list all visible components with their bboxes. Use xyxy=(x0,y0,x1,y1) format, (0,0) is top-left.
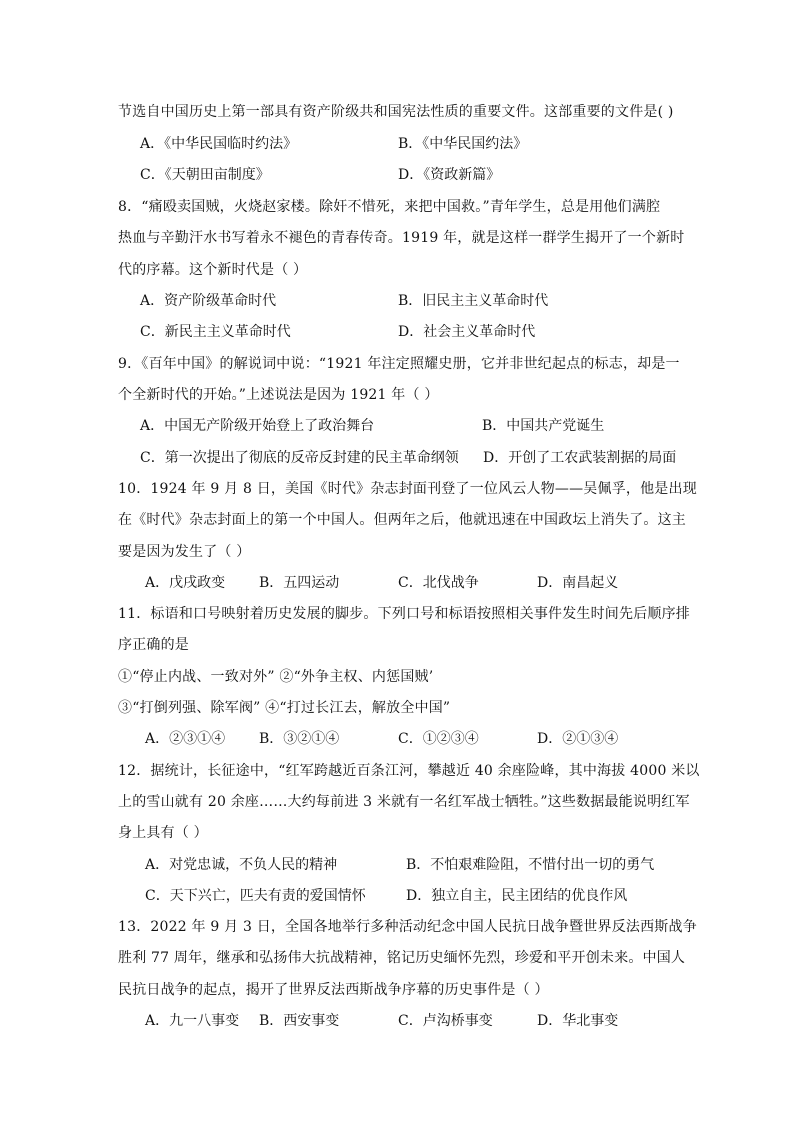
q8-option-d: D．社会主义革命时代 xyxy=(398,324,536,340)
q9-stem-line-2: 个全新时代的开始。”上述说法是因为 1921 年（ ） xyxy=(118,387,439,403)
q8-option-c: C．新民主主义革命时代 xyxy=(140,324,291,340)
q8-option-a: A．资产阶级革命时代 xyxy=(140,293,277,309)
q8-stem-line-1: 8．“痛殴卖国贼，火烧赵家楼。除奸不惜死，来把中国救。”青年学生，总是用他们满腔 xyxy=(118,199,661,215)
q11-stem-line-1: 11．标语和口号映射着历史发展的脚步。下列口号和标语按照相关事件发生时间先后顺序排 xyxy=(118,606,691,622)
q13-option-c: C．卢沟桥事变 xyxy=(398,1013,493,1029)
q12-option-a: A．对党忠诚，不负人民的精神 xyxy=(145,857,338,873)
q10-option-b: B．五四运动 xyxy=(259,575,340,591)
q11-stem-line-2: 序正确的是 xyxy=(118,637,189,653)
q10-stem-line-2: 在《时代》杂志封面上的第一个中国人。但两年之后，他就迅速在中国政坛上消失了。这主 xyxy=(118,512,686,528)
q11-option-c: C．①②③④ xyxy=(398,731,479,747)
q10-option-a: A．戊戌政变 xyxy=(145,575,226,591)
q9-option-a: A．中国无产阶级开始登上了政治舞台 xyxy=(140,418,375,434)
q9-option-d: D．开创了工农武装割据的局面 xyxy=(483,450,677,466)
q9-option-b: B．中国共产党诞生 xyxy=(482,418,605,434)
q7-stem: 节选自中国历史上第一部具有资产阶级共和国宪法性质的重要文件。这部重要的文件是( ) xyxy=(118,104,674,120)
q10-stem-line-1: 10．1924 年 9 月 8 日，美国《时代》杂志封面刊登了一位风云人物——吴佩孚，他是出现 xyxy=(118,481,697,497)
q8-stem-line-2: 热血与辛勤汗水书写着永不褪色的青春传奇。1919 年，就是这样一群学生揭开了一个新时 xyxy=(118,230,685,246)
q13-stem-line-3: 民抗日战争的起点，揭开了世界反法西斯战争序幕的历史事件是（ ） xyxy=(118,982,549,998)
q13-stem-line-1: 13．2022 年 9 月 3 日，全国各地举行多种活动纪念中国人民抗日战争暨世界反法西斯战争 xyxy=(118,919,697,935)
q12-stem-line-3: 身上具有（ ） xyxy=(118,825,208,841)
q11-item-3-4: ③“打倒列强、除军阀” ④“打过长江去，解放全中国” xyxy=(118,700,451,716)
q11-option-a: A．②③①④ xyxy=(145,731,226,747)
q8-stem-line-3: 代的序幕。这个新时代是（ ） xyxy=(118,262,308,278)
q12-stem-line-1: 12．据统计，长征途中，“红军跨越近百条江河，攀越近 40 余座险峰，其中海拔 4000 米以 xyxy=(118,763,700,779)
q7-option-b: B．《中华民国约法》 xyxy=(398,136,528,152)
q10-stem-line-3: 要是因为发生了（ ） xyxy=(118,544,251,560)
q8-option-b: B．旧民主主义革命时代 xyxy=(398,293,549,309)
q12-option-b: B．不怕艰难险阻，不惜付出一切的勇气 xyxy=(406,857,655,873)
q11-option-b: B．③②①④ xyxy=(259,731,340,747)
q12-option-d: D．独立自主，民主团结的优良作风 xyxy=(406,888,628,904)
q12-option-c: C．天下兴亡，匹夫有责的爱国情怀 xyxy=(145,888,366,904)
q13-option-b: B．西安事变 xyxy=(259,1013,340,1029)
q7-option-a: A．《中华民国临时约法》 xyxy=(140,136,298,152)
q7-option-d: D．《资政新篇》 xyxy=(398,167,501,183)
q13-option-a: A．九一八事变 xyxy=(145,1013,240,1029)
q9-stem-line-1: 9．《百年中国》的解说词中说：“1921 年注定照耀史册，它并非世纪起点的标志，却是一 xyxy=(118,356,680,372)
q11-item-1-2: ①“停止内战、一致对外” ②“外争主权、内惩国贼’ xyxy=(118,669,434,685)
q9-option-c: C．第一次提出了彻底的反帝反封建的民主革命纲领 xyxy=(140,450,459,466)
q12-stem-line-2: 上的雪山就有 20 余座……大约每前进 3 米就有一名红军战士牺牲。”这些数据最能说明红军 xyxy=(118,794,690,810)
q7-option-c: C．《天朝田亩制度》 xyxy=(140,167,270,183)
q11-option-d: D．②①③④ xyxy=(537,731,619,747)
q10-option-c: C．北伐战争 xyxy=(398,575,479,591)
q10-option-d: D．南昌起义 xyxy=(537,575,619,591)
q13-stem-line-2: 胜利 77 周年，继承和弘扬伟大抗战精神，铭记历史缅怀先烈，珍爱和平开创未来。中国人 xyxy=(118,950,686,966)
q13-option-d: D．华北事变 xyxy=(537,1013,619,1029)
